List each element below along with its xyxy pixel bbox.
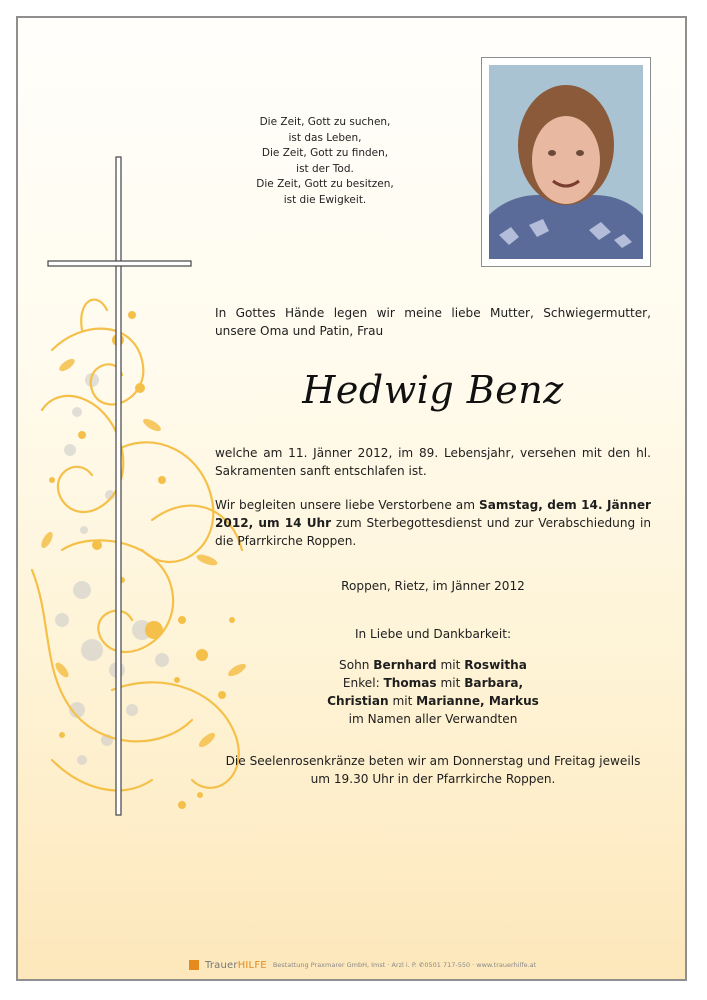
rosary-line: um 19.30 Uhr in der Pfarrkirche Roppen. [310,772,556,786]
place-date: Roppen, Rietz, im Jänner 2012 [341,579,525,593]
family-son: Sohn Bernhard mit Roswitha [339,658,527,672]
trauerhilfe-logo-icon [189,960,199,970]
family-list [215,656,651,728]
family-grandchildren-2: Christian mit Marianne, Markus [327,694,539,708]
poem-line: Die Zeit, Gott zu besitzen, [256,178,394,191]
funeral-text-pre: Wir begleiten unsere liebe Verstorbene am [215,498,480,512]
footer-info: Bestattung Praxmarer GmbH, Imst · Arzl i. P. ✆0501 717-550 · www.trauerhilfe.at [272,961,537,969]
poem [230,115,420,209]
rosary-text [215,752,651,788]
trauerhilfe-logo: TrauerHILFE [205,959,267,971]
poem-line: ist das Leben, [288,131,362,144]
funeral-text-post: zum Sterbegottesdienst und zur Verabschiedung in die Pfarrkirche Roppen. [215,516,651,548]
family-relatives: im Namen aller Verwandten [348,712,518,726]
rosary-line: Die Seelenrosenkränze beten wir am Donnerstag und Freitag jeweils [225,754,641,768]
cross-icon [48,157,191,815]
yellow-swirls [32,300,242,791]
footer [189,958,536,972]
closing-line: In Liebe und Dankbarkeit: [354,627,512,641]
family-grandchildren: Enkel: Thomas mit Barbara, [342,676,524,690]
floral-ornament-with-cross [22,150,262,830]
poem-line: Die Zeit, Gott zu suchen, [259,116,391,128]
poem-line: ist der Tod. [296,162,354,175]
poem-line: Die Zeit, Gott zu finden, [261,147,389,160]
funeral-text [215,496,651,550]
portrait-image [489,65,643,259]
poem-line: ist die Ewigkeit. [283,193,367,206]
gray-dots-pattern [55,373,169,765]
intro-text: In Gottes Hände legen wir meine liebe Mutter, Schwiegermutter, unsere Oma und Patin, Frau [215,306,651,338]
funeral-date: Samstag, dem 14. Jänner 2012, um 14 Uhr [215,498,651,530]
deceased-name: Hedwig Benz [302,368,564,412]
death-notice-text: welche am 11. Jänner 2012, im 89. Lebensjahr, versehen mit den hl. Sakramenten sanft entschlafen ist. [215,446,651,478]
portrait-photo [481,57,651,267]
